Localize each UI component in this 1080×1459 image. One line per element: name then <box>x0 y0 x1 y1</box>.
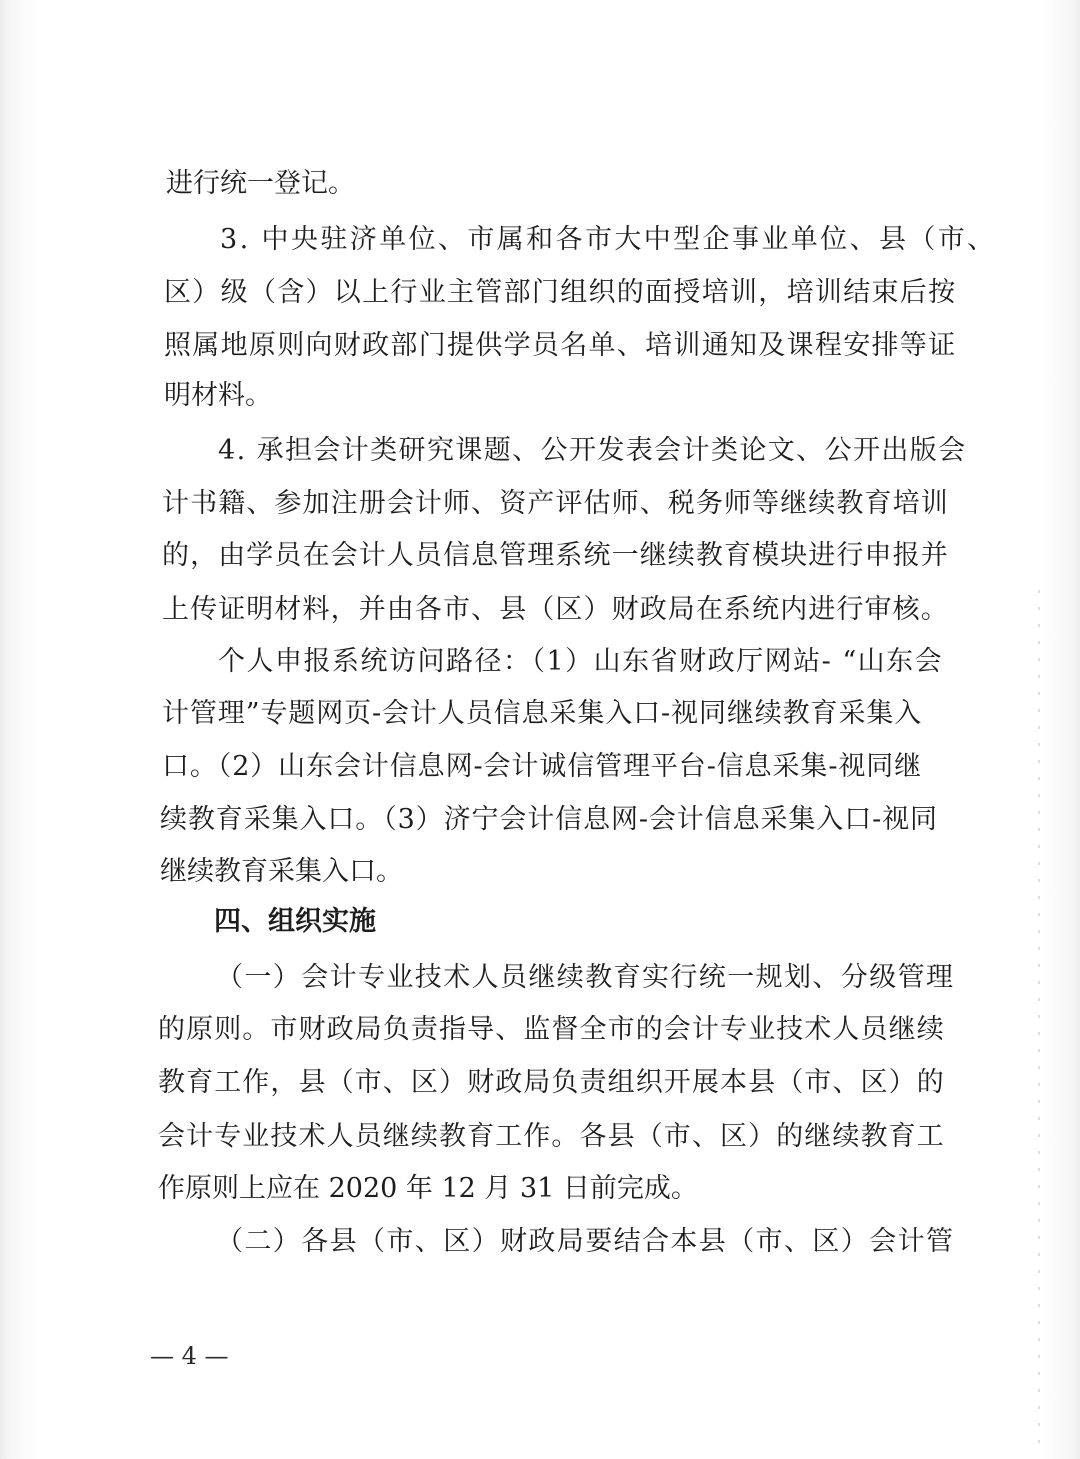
text-line-8: 的，由学员在会计人员信息管理系统一继续教育模块进行申报并 <box>162 540 949 571</box>
text-line-17: 的原则。市财政局负责指导、监督全市的会计专业技术人员继续 <box>158 1014 945 1045</box>
text-line-13: 续教育采集入口。（3）济宁会计信息网-会计信息采集入口-视同 <box>160 804 938 835</box>
text-line-19: 会计专业技术人员继续教育工作。各县（市、区）的继续教育工 <box>158 1121 945 1152</box>
text-line-5: 明材料。 <box>164 380 272 411</box>
text-line-10: 个人申报系统访问路径：（1）山东省财政厅网站- “山东会 <box>218 646 944 677</box>
text-line-12: 口。（2）山东会计信息网-会计诚信管理平台-信息采集-视同继 <box>162 751 923 782</box>
text-line-11: 计管理”专题网页-会计人员信息采集入口-视同继续教育采集入 <box>162 698 923 729</box>
text-line-9: 上传证明材料，并由各市、县（区）财政局在系统内进行审核。 <box>162 594 949 625</box>
section-heading-organization: 四、组织实施 <box>214 906 376 937</box>
text-line-14: 继续教育采集入口。 <box>160 856 403 887</box>
page-number: — 4 — <box>150 1342 229 1370</box>
text-line-7: 计书籍、参加注册会计师、资产评估师、税务师等继续教育培训 <box>162 488 949 519</box>
text-line-6: 4. 承担会计类研究课题、公开发表会计类论文、公开出版会 <box>218 435 967 466</box>
text-line-16: （一）会计专业技术人员继续教育实行统一规划、分级管理 <box>216 962 955 993</box>
scan-edge-mark <box>1038 590 1040 1450</box>
text-line-3: 区）级（含）以上行业主管部门组织的面授培训，培训结束后按 <box>164 277 957 308</box>
text-line-21: （二）各县（市、区）财政局要结合本县（市、区）会计管 <box>216 1226 955 1257</box>
text-line-20: 作原则上应在 2020 年 12 月 31 日前完成。 <box>158 1173 698 1204</box>
text-line-4: 照属地原则向财政部门提供学员名单、培训通知及课程安排等证 <box>164 330 957 361</box>
text-line-1: 进行统一登记。 <box>166 168 355 199</box>
text-line-18: 教育工作，县（市、区）财政局负责组织开展本县（市、区）的 <box>158 1067 945 1098</box>
text-line-2: 3. 中央驻济单位、市属和各市大中型企事业单位、县（市、 <box>220 224 997 255</box>
